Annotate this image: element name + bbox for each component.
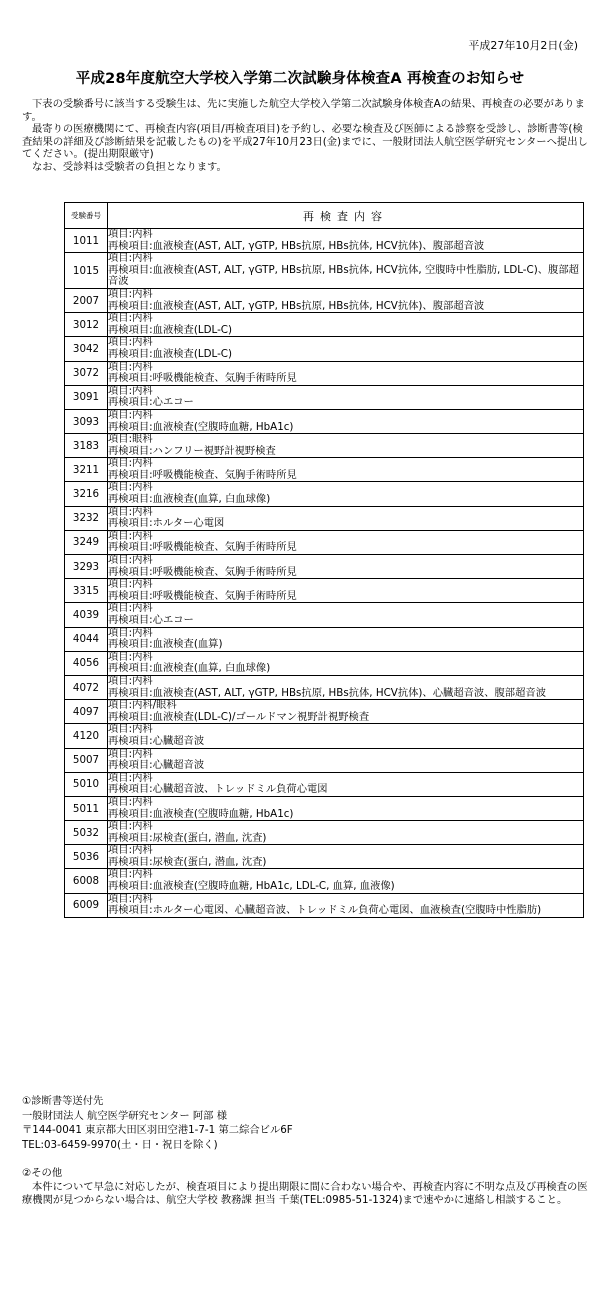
send-address: 〒144-0041 東京都大田区羽田空港1-7-1 第二綜合ビル6F — [22, 1124, 293, 1137]
exam-number-cell: 3211 — [65, 458, 108, 482]
table-body — [65, 229, 584, 918]
table-row — [65, 555, 584, 579]
reexam-table — [64, 202, 584, 918]
exam-number-cell: 3012 — [65, 313, 108, 337]
table-row — [65, 651, 584, 675]
header-reexam-content: 再検査内容 — [108, 203, 584, 229]
exam-number-cell: 5007 — [65, 748, 108, 772]
intro-paragraph-1: 下表の受験番号に該当する受験生は、先に実施した航空大学校入学第二次試験身体検査Aの結果、再検査の必要があります。 — [22, 98, 585, 123]
reexam-content-cell: 項目:内科 再検項目:心エコー — [108, 603, 584, 627]
reexam-content-cell: 項目:内科 再検項目:血液検査(AST, ALT, γGTP, HBs抗原, HBs抗体, HCV抗体)、腹部超音波 — [108, 229, 584, 253]
reexam-content-cell: 項目:内科 再検項目:血液検査(LDL-C) — [108, 337, 584, 361]
other-heading: ②その他 — [22, 1167, 63, 1180]
exam-number-cell: 3091 — [65, 385, 108, 409]
exam-number-cell: 4072 — [65, 675, 108, 699]
table-row — [65, 869, 584, 893]
exam-number-cell: 3249 — [65, 530, 108, 554]
reexam-content-cell: 項目:内科 再検項目:血液検査(空腹時血糖, HbA1c, LDL-C, 血算, 血液像) — [108, 869, 584, 893]
table-row — [65, 845, 584, 869]
exam-number-cell: 5010 — [65, 772, 108, 796]
reexam-content-cell: 項目:内科 再検項目:呼吸機能検査、気胸手術時所見 — [108, 579, 584, 603]
reexam-content-cell: 項目:内科 再検項目:尿検査(蛋白, 潜血, 沈査) — [108, 845, 584, 869]
exam-number-cell: 3093 — [65, 409, 108, 433]
exam-number-cell: 3072 — [65, 361, 108, 385]
exam-number-cell: 3293 — [65, 555, 108, 579]
table-row — [65, 506, 584, 530]
exam-number-cell: 4120 — [65, 724, 108, 748]
exam-number-cell: 5036 — [65, 845, 108, 869]
reexam-content-cell: 項目:内科 再検項目:呼吸機能検査、気胸手術時所見 — [108, 555, 584, 579]
table-row — [65, 772, 584, 796]
reexam-content-cell: 項目:内科 再検項目:血液検査(血算, 白血球像) — [108, 482, 584, 506]
table-row — [65, 893, 584, 917]
table-row — [65, 796, 584, 820]
intro-paragraph-3: なお、受診料は受験者の負担となります。 — [32, 160, 227, 173]
table-row — [65, 409, 584, 433]
reexam-content-cell: 項目:眼科 再検項目:ハンフリー視野計視野検査 — [108, 434, 584, 458]
intro-paragraph-2: 最寄りの医療機関にて、再検査内容(項目/再検査項目)を予約し、必要な検査及び医師による診察を受診し、診断書等(検査結果の詳細及び診断結果を記載したもの)を平成27年10月23日(金)までに、一般財団法人航空医学研究センターへ提出してください。(提出期限厳守) — [22, 123, 588, 161]
reexam-content-cell: 項目:内科 再検項目:ホルター心電図、心臓超音波、トレッドミル負荷心電図、血液検査(空腹時中性脂肪) — [108, 893, 584, 917]
table-row — [65, 313, 584, 337]
table-row — [65, 627, 584, 651]
table-row — [65, 229, 584, 253]
table-row — [65, 579, 584, 603]
footer-section — [22, 1094, 592, 1207]
other-body: 本件について早急に対応したが、検査項目により提出期限に間に合わない場合や、再検査内容に不明な点及び再検査の医療機関が見つからない場合は、航空大学校 教務課 担当 千葉(TEL:0985-51-1324)まで速やかに連絡し相談すること。 — [22, 1180, 588, 1206]
reexam-content-cell: 項目:内科 再検項目:血液検査(AST, ALT, γGTP, HBs抗原, HBs抗体, HCV抗体)、腹部超音波 — [108, 288, 584, 312]
exam-number-cell: 5011 — [65, 796, 108, 820]
intro-section — [22, 98, 592, 174]
exam-number-cell: 3315 — [65, 579, 108, 603]
reexam-content-cell: 項目:内科 再検項目:血液検査(AST, ALT, γGTP, HBs抗原, HBs抗体, HCV抗体)、心臓超音波、腹部超音波 — [108, 675, 584, 699]
table-row — [65, 675, 584, 699]
reexam-content-cell: 項目:内科 再検項目:尿検査(蛋白, 潜血, 沈査) — [108, 821, 584, 845]
reexam-content-cell: 項目:内科 再検項目:血液検査(AST, ALT, γGTP, HBs抗原, HBs抗体, HCV抗体, 空腹時中性脂肪, LDL-C)、腹部超音波 — [108, 253, 584, 289]
table-row — [65, 361, 584, 385]
exam-number-cell: 3216 — [65, 482, 108, 506]
table-row — [65, 458, 584, 482]
reexam-content-cell: 項目:内科 再検項目:心臓超音波、トレッドミル負荷心電図 — [108, 772, 584, 796]
exam-number-cell: 3183 — [65, 434, 108, 458]
table-row — [65, 700, 584, 724]
page-title: 平成28年度航空大学校入学第二次試験身体検査A 再検査のお知らせ — [75, 71, 525, 87]
send-phone: TEL:03-6459-9970(土・日・祝日を除く) — [22, 1138, 218, 1151]
reexam-content-cell: 項目:内科 再検項目:血液検査(血算) — [108, 627, 584, 651]
reexam-content-cell: 項目:内科 再検項目:心臓超音波 — [108, 748, 584, 772]
reexam-content-cell: 項目:内科 再検項目:血液検査(空腹時血糖, HbA1c) — [108, 409, 584, 433]
exam-number-cell: 6009 — [65, 893, 108, 917]
header-exam-number: 受験番号 — [65, 203, 108, 229]
table-row — [65, 724, 584, 748]
send-heading: ①診断書等送付先 — [22, 1095, 104, 1107]
reexam-content-cell: 項目:内科 再検項目:血液検査(血算, 白血球像) — [108, 651, 584, 675]
table-row — [65, 385, 584, 409]
exam-number-cell: 6008 — [65, 869, 108, 893]
reexam-content-cell: 項目:内科 再検項目:呼吸機能検査、気胸手術時所見 — [108, 458, 584, 482]
reexam-content-cell: 項目:内科 再検項目:血液検査(空腹時血糖, HbA1c) — [108, 796, 584, 820]
exam-number-cell: 2007 — [65, 288, 108, 312]
table-row — [65, 530, 584, 554]
table-row — [65, 748, 584, 772]
reexam-content-cell: 項目:内科 再検項目:呼吸機能検査、気胸手術時所見 — [108, 361, 584, 385]
table-row — [65, 434, 584, 458]
reexam-content-cell: 項目:内科/眼科 再検項目:血液検査(LDL-C)/ゴールドマン視野計視野検査 — [108, 700, 584, 724]
reexam-content-cell: 項目:内科 再検項目:心臓超音波 — [108, 724, 584, 748]
exam-number-cell: 4039 — [65, 603, 108, 627]
exam-number-cell: 4044 — [65, 627, 108, 651]
reexam-content-cell: 項目:内科 再検項目:ホルター心電図 — [108, 506, 584, 530]
exam-number-cell: 3232 — [65, 506, 108, 530]
exam-number-cell: 4056 — [65, 651, 108, 675]
table-row — [65, 288, 584, 312]
exam-number-cell: 5032 — [65, 821, 108, 845]
reexam-content-cell: 項目:内科 再検項目:呼吸機能検査、気胸手術時所見 — [108, 530, 584, 554]
table-row — [65, 337, 584, 361]
table-row — [65, 603, 584, 627]
table-row — [65, 482, 584, 506]
notice-date: 平成27年10月2日(金) — [468, 39, 578, 52]
table-header-row — [65, 203, 584, 229]
table-row — [65, 821, 584, 845]
exam-number-cell: 4097 — [65, 700, 108, 724]
exam-number-cell: 1011 — [65, 229, 108, 253]
exam-number-cell: 3042 — [65, 337, 108, 361]
exam-number-cell: 1015 — [65, 253, 108, 289]
reexam-content-cell: 項目:内科 再検項目:心エコー — [108, 385, 584, 409]
reexam-content-cell: 項目:内科 再検項目:血液検査(LDL-C) — [108, 313, 584, 337]
table-row — [65, 253, 584, 289]
send-recipient: 一般財団法人 航空医学研究センター 阿部 様 — [22, 1109, 228, 1122]
